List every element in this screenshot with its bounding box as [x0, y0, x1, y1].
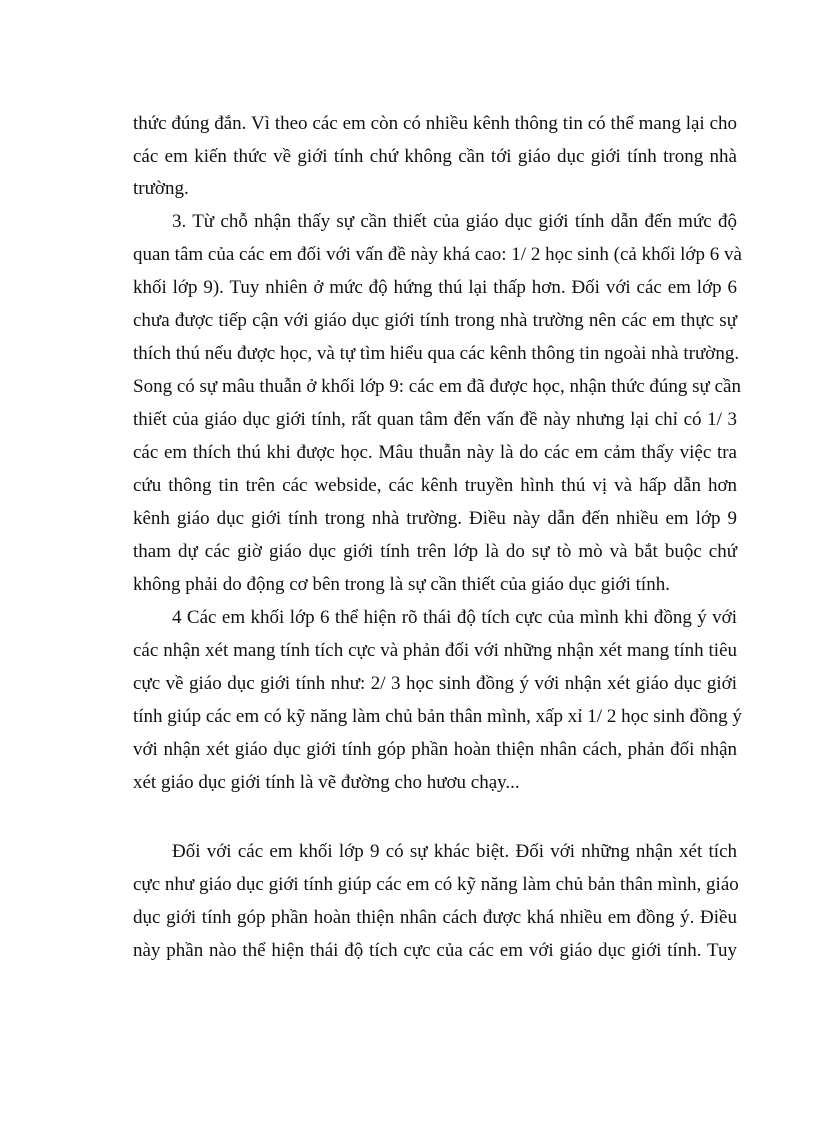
- text-line: thích thú nếu được học, và tự tìm hiểu qua các kênh thông tin ngoài nhà trường.: [133, 343, 740, 364]
- text-line: 4 Các em khối lớp 6 thể hiện rõ thái độ tích cực của mình khi đồng ý với: [172, 607, 737, 628]
- text-line: Song có sự mâu thuẫn ở khối lớp 9: các em đã được học, nhận thức đúng sự cần: [133, 376, 741, 397]
- text-line: Đối với các em khối lớp 9 có sự khác biệt. Đối với những nhận xét tích: [172, 841, 737, 862]
- text-line: các nhận xét mang tính tích cực và phản đối với những nhận xét mang tính tiêu: [133, 640, 737, 661]
- text-line: với nhận xét giáo dục giới tính góp phần hoàn thiện nhân cách, phản đối nhận: [133, 739, 737, 760]
- text-line: trường.: [133, 178, 189, 199]
- text-line: quan tâm của các em đối với vấn đề này khá cao: 1/ 2 học sinh (cả khối lớp 6 và: [133, 244, 742, 265]
- text-line: tham dự các giờ giáo dục giới tính trên lớp là do sự tò mò và bắt buộc chứ: [133, 541, 737, 562]
- text-line: cực về giáo dục giới tính như: 2/ 3 học sinh đồng ý với nhận xét giáo dục giới: [133, 673, 737, 694]
- text-line: xét giáo dục giới tính là vẽ đường cho hươu chạy...: [133, 772, 520, 793]
- text-line: các em thích thú khi được học. Mâu thuẫn này là do các em cảm thấy việc tra: [133, 442, 737, 463]
- text-line: các em kiến thức về giới tính chứ không cần tới giáo dục giới tính trong nhà: [133, 146, 737, 167]
- text-line: cứu thông tin trên các webside, các kênh truyền hình thú vị và hấp dẫn hơn: [133, 475, 737, 496]
- text-line: 3. Từ chỗ nhận thấy sự cần thiết của giáo dục giới tính dẫn đến mức độ: [172, 211, 737, 232]
- text-line: tính giúp các em có kỹ năng làm chủ bản thân mình, xấp xỉ 1/ 2 học sinh đồng ý: [133, 706, 742, 727]
- text-line: dục giới tính góp phần hoàn thiện nhân cách được khá nhiều em đồng ý. Điều: [133, 907, 737, 928]
- text-line: kênh giáo dục giới tính trong nhà trường. Điều này dẫn đến nhiều em lớp 9: [133, 508, 737, 529]
- text-line: khối lớp 9). Tuy nhiên ở mức độ hứng thú lại thấp hơn. Đối với các em lớp 6: [133, 277, 737, 298]
- text-line: thức đúng đắn. Vì theo các em còn có nhiều kênh thông tin có thể mang lại cho: [133, 113, 737, 134]
- text-line: không phải do động cơ bên trong là sự cần thiết của giáo dục giới tính.: [133, 574, 670, 595]
- text-line: này phần nào thể hiện thái độ tích cực của các em với giáo dục giới tính. Tuy: [133, 940, 737, 961]
- text-line: chưa được tiếp cận với giáo dục giới tính trong nhà trường nên các em thực sự: [133, 310, 737, 331]
- text-line: cực như giáo dục giới tính giúp các em có kỹ năng làm chủ bản thân mình, giáo: [133, 874, 739, 895]
- text-line: thiết của giáo dục giới tính, rất quan tâm đến vấn đề này nhưng lại chỉ có 1/ 3: [133, 409, 737, 430]
